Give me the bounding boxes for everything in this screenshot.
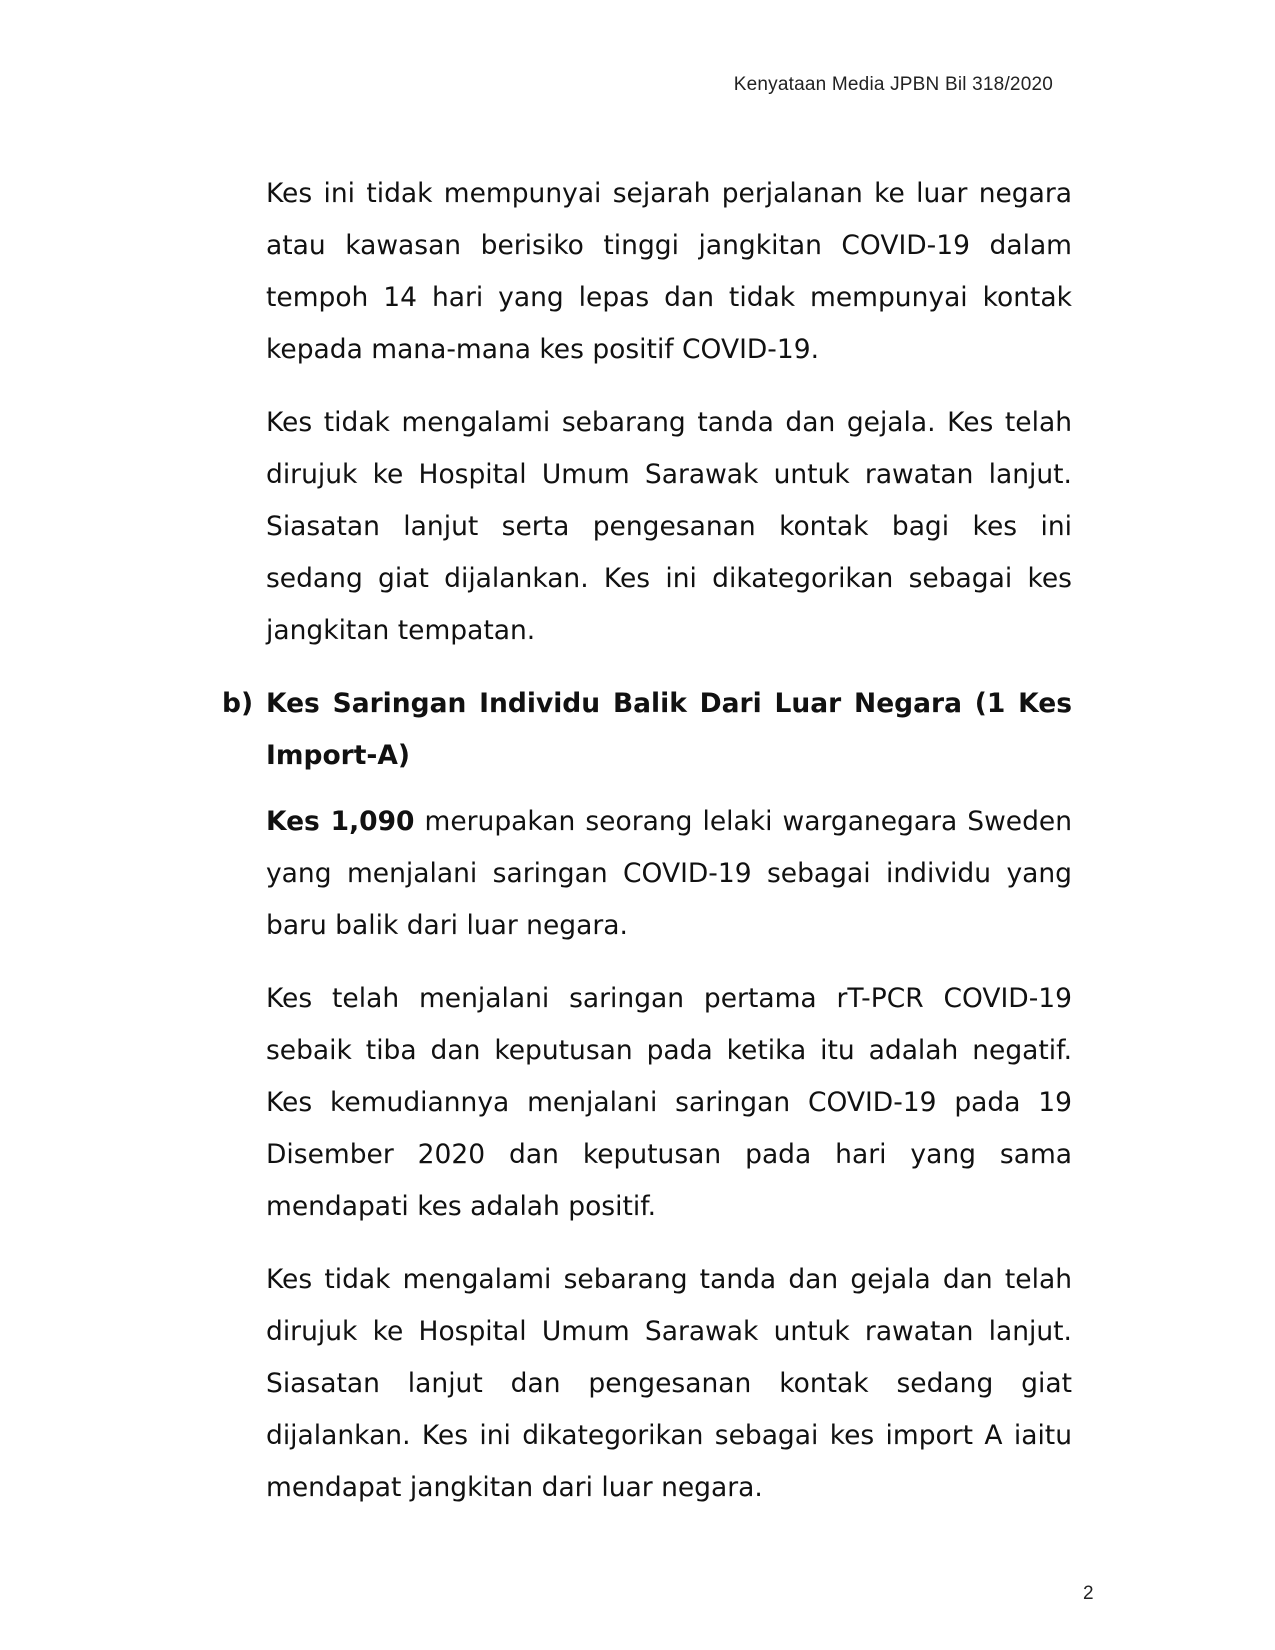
section-b-title: Kes Saringan Individu Balik Dari Luar Negara (1 Kes Import-A) <box>266 688 1072 771</box>
paragraph-screening-result: Kes telah menjalani saringan pertama rT-PCR COVID-19 sebaik tiba dan keputusan pada ketika itu adalah negatif. Kes kemudiannya menjalani saringan COVID-19 pada 19 Disember 2020 dan keputusan pada hari yang sama mendapati kes adalah positif. <box>266 983 1072 1222</box>
case-intro-text: merupakan seorang lelaki warganegara Sweden yang menjalani saringan COVID-19 sebagai individu yang baru balik dari luar negara. <box>266 806 1072 941</box>
section-b-marker: b) <box>222 688 254 719</box>
case-number-label: Kes 1,090 <box>266 806 415 837</box>
document-reference-header: Kenyataan Media JPBN Bil 318/2020 <box>733 74 1053 95</box>
section-b-heading <box>222 678 1072 782</box>
paragraph-case-intro <box>266 796 1072 952</box>
paragraph-travel-history: Kes ini tidak mempunyai sejarah perjalanan ke luar negara atau kawasan berisiko tinggi jangkitan COVID-19 dalam tempoh 14 hari yang lepas dan tidak mempunyai kontak kepada mana-mana kes positif COVID-19. <box>266 178 1072 365</box>
page-number: 2 <box>1083 1583 1094 1604</box>
paragraph-symptoms-import: Kes tidak mengalami sebarang tanda dan gejala dan telah dirujuk ke Hospital Umum Sarawak untuk rawatan lanjut. Siasatan lanjut dan pengesanan kontak sedang giat dijalankan. Kes ini dikategorikan sebagai kes import A iaitu mendapat jangkitan dari luar negara. <box>266 1264 1072 1503</box>
document-body <box>222 168 1072 1535</box>
paragraph-symptoms-local: Kes tidak mengalami sebarang tanda dan gejala. Kes telah dirujuk ke Hospital Umum Sarawak untuk rawatan lanjut. Siasatan lanjut serta pengesanan kontak bagi kes ini sedang giat dijalankan. Kes ini dikategorikan sebagai kes jangkitan tempatan. <box>266 407 1072 646</box>
